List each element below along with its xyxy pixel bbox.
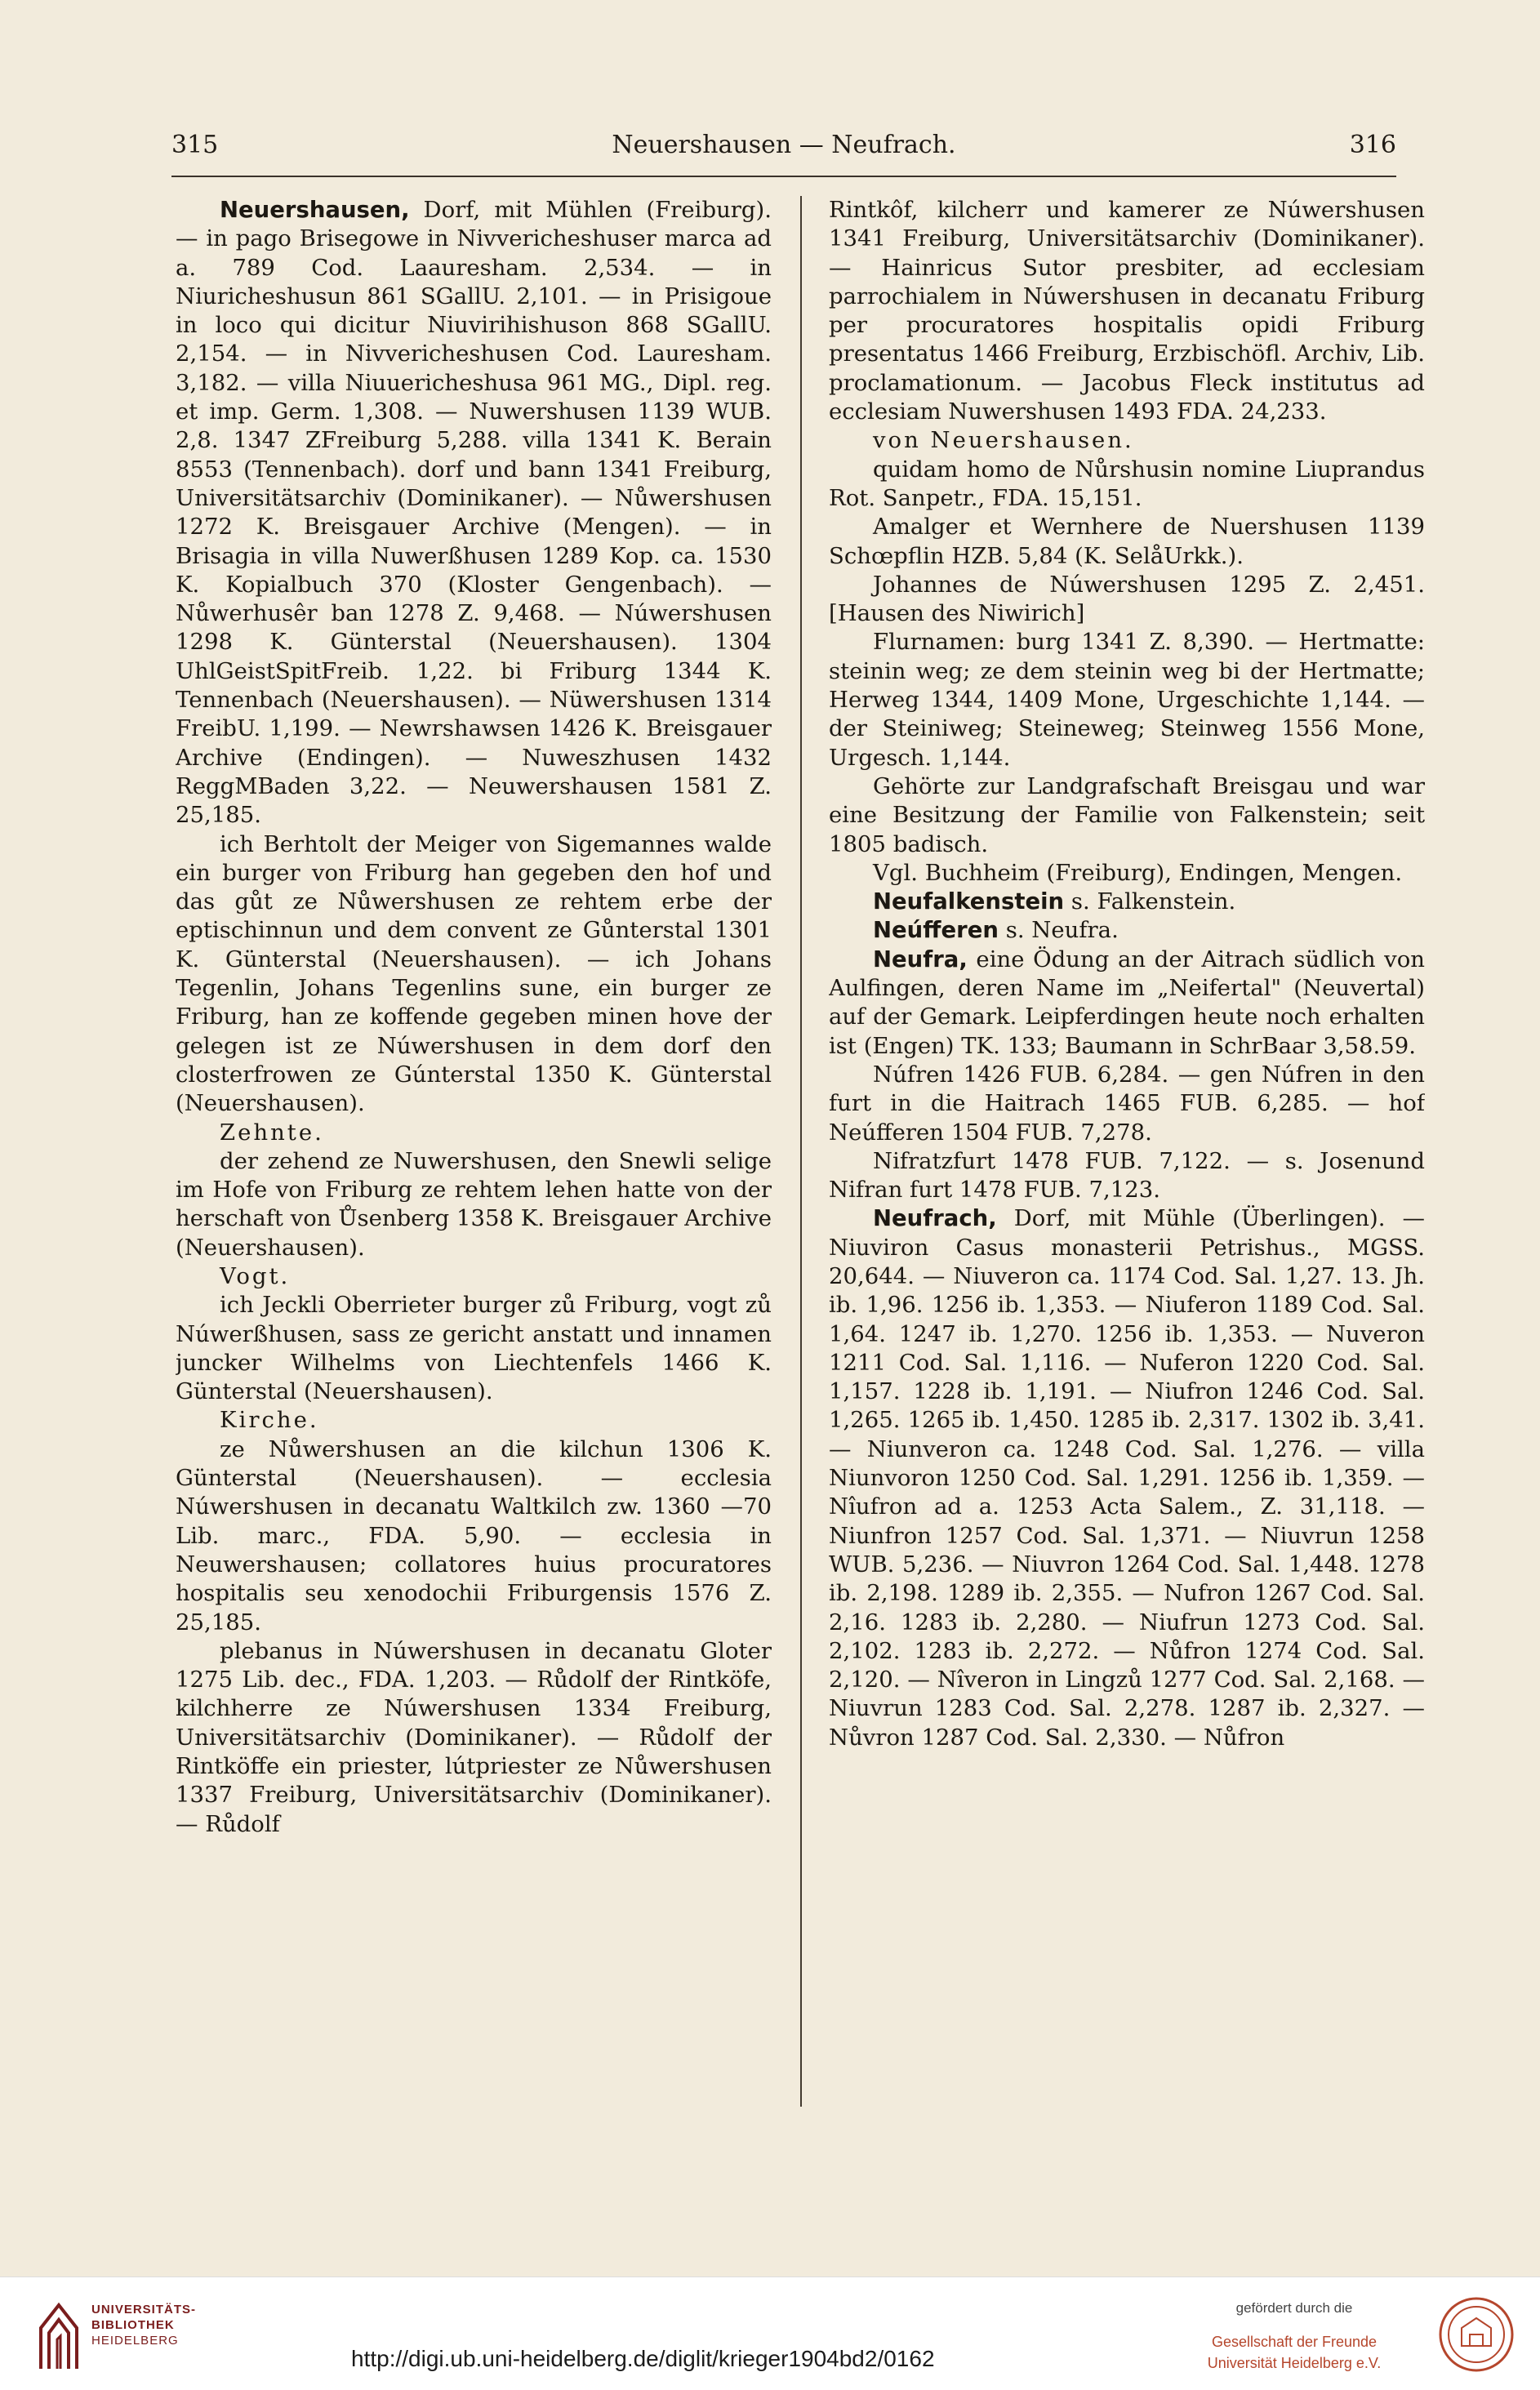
lemma-text: s. Neufra. [998, 917, 1119, 944]
lemma-entry [829, 888, 1425, 916]
library-name: UNIVERSITÄTS- BIBLIOTHEK HEIDELBERG [91, 2303, 197, 2348]
right-column [829, 196, 1425, 2254]
body-paragraph: Vgl. Buchheim (Freiburg), Endingen, Mengen. [873, 859, 1403, 886]
lemma-headword: Neuershausen, [220, 197, 410, 223]
lemma-headword: Neufalkenstein [873, 888, 1065, 915]
section-heading: Kirche. [220, 1407, 319, 1434]
left-column [176, 196, 772, 2254]
lemma-text: Dorf, mit Mühle (Überlingen). — Niuviron Casus monasterii Petrishus., MGSS. 20,644. — Niuveron ca. 1174 Cod. Sal. 1,27. 13. Jh. ib. 1,96. 1256 ib. 1,353. — Niuferon 1189 Cod. Sal. 1,64. 1247 ib. 1,270. 1256 ib. 1,353. — Nuveron 1211 Cod. Sal. 1,116. — Nuferon 1220 Cod. Sal. 1,157. 1228 ib. 1,191. — Niufron 1246 Cod. Sal. 1,265. 1265 ib. 1,450. 1285 ib. 2,317. 1302 ib. 3,41. — Niunveron ca. 1248 Cod. Sal. 1,276. — villa Niunvoron 1250 Cod. Sal. 1,291. 1256 ib. 1,359. — Nîufron ad a. 1253 Acta Salem., Z. 31,118. — Niunfron 1257 Cod. Sal. 1,371. — Niuvrun 1258 WUB. 5,236. — Niuvron 1264 Cod. Sal. 1,448. 1278 ib. 2,198. 1289 ib. 2,355. — Nufron 1267 Cod. Sal. 2,16. 1283 ib. 2,280. — Niufrun 1273 Cod. Sal. 2,102. 1283 ib. 2,272. — Nůfron 1274 Cod. Sal. 2,120. — Nîveron in Lingzů 1277 Cod. Sal. 2,168. — Niuvrun 1283 Cod. Sal. 2,278. 1287 ib. 2,327. — Nůvron 1287 Cod. Sal. 2,330. — Nůfron [829, 1205, 1425, 1751]
column-divider [800, 196, 802, 2107]
body-paragraph: Nifratzfurt 1478 FUB. 7,122. — s. Josenund Nifran furt 1478 FUB. 7,123. [829, 1147, 1425, 1204]
sponsor-seal-icon [1437, 2295, 1516, 2374]
section-heading: Zehnte. [220, 1119, 324, 1146]
sponsor-intro: gefördert durch die [1235, 2300, 1353, 2316]
footer-bar [0, 2277, 1540, 2390]
ub-heidelberg-logo-icon [36, 2295, 82, 2370]
continued-paragraph: Rintkôf, kilcherr und kamerer ze Núwershusen 1341 Freiburg, Universitätsarchiv (Dominikaner). — Hainricus Sutor presbiter, ad ecclesiam parrochialem in Núwershusen in decanatu Friburg per procuratores hospitalis opidi Friburg presentatus 1466 Freiburg, Erzbischöfl. Archiv, Lib. proclamationum. — Jacobus Fleck institutus ad ecclesiam Nuwershusen 1493 FDA. 24,233. [829, 197, 1425, 425]
running-title: Neuershausen — Neufrach. [612, 131, 956, 159]
page-number-right: 316 [1349, 131, 1396, 159]
lemma-text: s. Falkenstein. [1064, 888, 1236, 915]
body-paragraph: ich Berhtolt der Meiger von Sigemannes walde ein burger von Friburg han gegeben den hof und das gůt ze Nůwershusen ze rehtem erbe der eptischinnun und dem convent ze Gůnterstal 1301 K. Günterstal (Neuershausen). — ich Johans Tegenlin, Johans Tegenlins sune, ein burger ze Friburg, han ze koffende gegeben minen hove der gelegen ist ze Núwershusen in dem dorf den closterfrowen ze Gúnterstal 1350 K. Günterstal (Neuershausen). [176, 830, 772, 1117]
page-number-left: 315 [171, 131, 219, 159]
permalink-url[interactable]: http://digi.ub.uni-heidelberg.de/diglit/krieger1904bd2/0162 [351, 2346, 935, 2371]
sponsor-name: Gesellschaft der Freunde Universität Heidelberg e.V. [1207, 2334, 1382, 2371]
lemma-headword: Neufrach, [873, 1205, 997, 1232]
section-heading: von Neuershausen. [873, 427, 1134, 454]
lemma-headword: Neúfferen [873, 917, 999, 944]
body-paragraph: der zehend ze Nuwershusen, den Snewli selige im Hofe von Friburg ze rehtem lehen hatte von der herschaft von Ůsenberg 1358 K. Breisgauer Archive (Neuershausen). [176, 1147, 772, 1261]
body-paragraph: Johannes de Núwershusen 1295 Z. 2,451. [Hausen des Niwirich] [829, 571, 1425, 627]
body-paragraph: ze Nůwershusen an die kilchun 1306 K. Günterstal (Neuershausen). — ecclesia Núwershusen in decanatu Waltkilch zw. 1360 —70 Lib. marc., FDA. 5,90. — ecclesia in Neuwershausen; collatores huius procuratores hospitalis seu xenodochii Friburgensis 1576 Z. 25,185. [176, 1435, 772, 1636]
lemma-text: Dorf, mit Mühlen (Freiburg). — in pago Brisegowe in Nivvericheshuser marca ad a. 789 Cod. Laauresham. 2,534. — in Niuricheshusun 861 SGallU. 2,101. — in Prisigoue in loco qui dicitur Niuvirihishuson 868 SGallU. 2,154. — in Nivvericheshusen Cod. Lauresham. 3,182. — villa Niuuericheshusa 961 MG., Dipl. reg. et imp. Germ. 1,308. — Nuwershusen 1139 WUB. 2,8. 1347 ZFreiburg 5,288. villa 1341 K. Berain 8553 (Tennenbach). dorf und bann 1341 Freiburg, Universitätsarchiv (Dominikaner). — Nůwershusen 1272 K. Breisgauer Archive (Mengen). — in Brisagia in villa Nuwerßhusen 1289 Kop. ca. 1530 K. Kopialbuch 370 (Kloster Gengenbach). — Nůwerhusêr ban 1278 Z. 9,468. — Núwershusen 1298 K. Günterstal (Neuershausen). 1304 UhlGeistSpitFreib. 1,22. bi Friburg 1344 K. Tennenbach (Neuershausen). — Nüwershusen 1314 FreibU. 1,199. — Newrshawsen 1426 K. Breisgauer Archive (Endingen). — Nuweszhusen 1432 ReggMBaden 3,22. — Neuwershausen 1581 Z. 25,185. [176, 197, 772, 829]
lemma-headword: Neufra, [873, 946, 968, 972]
header-rule [171, 176, 1396, 177]
body-paragraph: quidam homo de Nůrshusin nomine Liuprandus Rot. Sanpetr., FDA. 15,151. [829, 456, 1425, 511]
lemma-entry [829, 916, 1425, 945]
lemma-entry [829, 1204, 1425, 1752]
body-paragraph: Flurnamen: burg 1341 Z. 8,390. — Hertmatte: steinin weg; ze dem steinin weg bi der Hertmatte; Herweg 1344, 1409 Mone, Urgeschichte 1,144. — der Steiniweg; Steineweg; Steinweg 1556 Mone, Urgesch. 1,144. [829, 629, 1425, 771]
running-header [171, 131, 1396, 171]
body-paragraph: plebanus in Núwershusen in decanatu Gloter 1275 Lib. dec., FDA. 1,203. — Růdolf der Rintköfe, kilchherre ze Núwershusen 1334 Freiburg, Universitätsarchiv (Dominikaner). — Růdolf der Rintköffe ein priester, lútpriester ze Nůwershusen 1337 Freiburg, Universitätsarchiv (Dominikaner). — Růdolf [176, 1637, 772, 1837]
body-paragraph: Gehörte zur Landgrafschaft Breisgau und war eine Besitzung der Familie von Falkenstein; seit 1805 badisch. [829, 772, 1425, 857]
section-heading: Vogt. [220, 1262, 291, 1289]
body-paragraph: Amalger et Wernhere de Nuershusen 1139 Schœpflin HZB. 5,84 (K. SelåUrkk.). [829, 514, 1425, 569]
body-paragraph: ich Jeckli Oberrieter burger zů Friburg, vogt zů Núwerßhusen, sass ze gericht anstatt und innamen juncker Wilhelms von Liechtenfels 1466 K. Günterstal (Neuershausen). [176, 1292, 772, 1405]
lemma-text: eine Ödung an der Aitrach südlich von Aulfingen, deren Name im „Neifertal" (Neuvertal) auf der Gemark. Leipferdingen heute noch erhalten ist (Engen) TK. 133; Baumann in SchrBaar 3,58.59. [829, 946, 1425, 1059]
body-paragraph: Núfren 1426 FUB. 6,284. — gen Núfren in den furt in die Haitrach 1465 FUB. 6,285. — hof Neúfferen 1504 FUB. 7,278. [829, 1061, 1425, 1146]
lemma-entry [176, 196, 772, 830]
lemma-entry [829, 946, 1425, 1061]
